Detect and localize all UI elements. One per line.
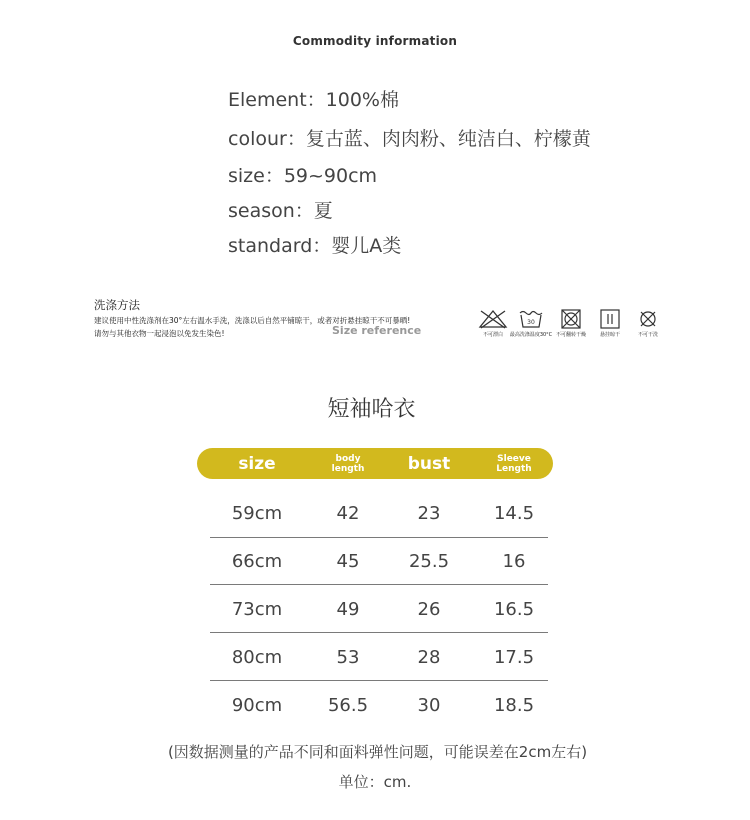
cell-size: 66cm xyxy=(231,550,283,572)
info-size: size：59~90cm xyxy=(228,165,378,187)
care-icon-label: 不可翻转干燥 xyxy=(555,332,586,338)
cell-bust: 26 xyxy=(417,598,441,620)
table-row xyxy=(210,537,548,585)
cell-body-length: 53 xyxy=(336,646,360,668)
measurement-note: (因数据测量的产品不同和面料弹性问题，可能误差在2cm左右) xyxy=(167,743,588,761)
cell-size: 80cm xyxy=(231,646,283,668)
section-title: Commodity information xyxy=(292,34,458,48)
header-body-length-text xyxy=(332,454,365,474)
no-dry-clean-icon xyxy=(621,309,675,338)
header-bust: bust xyxy=(407,453,451,474)
cell-body-length: 49 xyxy=(336,598,360,620)
header-text-line: body xyxy=(335,453,361,464)
care-icon-label: 悬挂晾干 xyxy=(599,332,620,338)
header-text-line: length xyxy=(331,463,365,474)
cell-sleeve-length: 16 xyxy=(502,550,526,572)
product-name: 短袖哈衣 xyxy=(327,397,416,422)
cell-size: 59cm xyxy=(231,502,283,524)
table-row xyxy=(210,489,548,537)
info-season: season：夏 xyxy=(228,200,333,222)
size-table xyxy=(197,448,553,720)
info-standard: standard：婴儿A类 xyxy=(228,235,402,257)
cell-sleeve-length: 14.5 xyxy=(493,502,535,524)
cell-body-length: 56.5 xyxy=(327,694,369,716)
cell-sleeve-length: 18.5 xyxy=(493,694,535,716)
header-sleeve-length xyxy=(471,448,557,479)
care-icon-label: 不可干洗 xyxy=(637,332,658,338)
header-size: size xyxy=(238,453,276,474)
care-text-line: 请勿与其他衣物一起浸泡以免发生染色! xyxy=(94,329,225,338)
cell-sleeve-length: 16.5 xyxy=(493,598,535,620)
cell-size: 90cm xyxy=(231,694,283,716)
cell-sleeve-length: 17.5 xyxy=(493,646,535,668)
care-heading: 洗涤方法 xyxy=(94,298,140,312)
cell-bust: 28 xyxy=(417,646,441,668)
header-text-line: Sleeve xyxy=(497,453,531,464)
cell-body-length: 45 xyxy=(336,550,360,572)
table-header xyxy=(197,448,553,479)
header-text-line: Length xyxy=(496,463,532,474)
cell-size: 73cm xyxy=(231,598,283,620)
size-reference-overlay: Size reference xyxy=(332,324,422,337)
table-row xyxy=(210,681,548,729)
care-instructions xyxy=(94,297,674,347)
cell-bust: 23 xyxy=(417,502,441,524)
cell-bust: 25.5 xyxy=(408,550,450,572)
cell-bust: 30 xyxy=(417,694,441,716)
table-row xyxy=(210,585,548,633)
unit-label: 单位：cm. xyxy=(338,773,412,791)
header-sleeve-length-text xyxy=(496,454,531,474)
info-element: Element：100%棉 xyxy=(228,89,399,111)
care-icon-label: 不可漂白 xyxy=(482,332,503,338)
wash-temp-label: 30 xyxy=(527,319,535,326)
table-row xyxy=(210,633,548,681)
header-body-length xyxy=(305,448,391,479)
care-text-line: 建议使用中性洗涤剂在30°左右温水手洗，洗涤以后自然平铺晾干，或者对折悬挂晾干不可暴晒! xyxy=(94,316,411,325)
info-colour: colour：复古蓝、肉肉粉、纯洁白、柠檬黄 xyxy=(228,128,591,150)
care-icon-label: 最高洗涤温度30°C xyxy=(509,332,553,338)
cell-body-length: 42 xyxy=(336,502,360,524)
